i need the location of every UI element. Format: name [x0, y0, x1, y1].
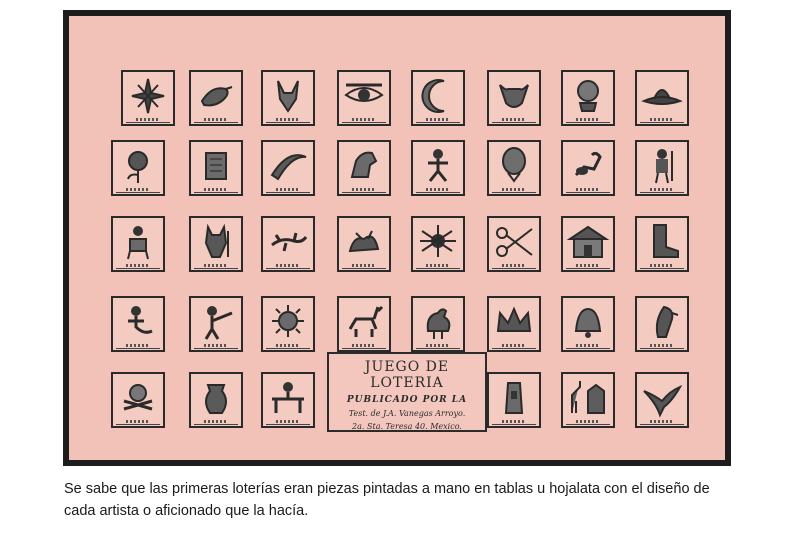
loteria-photo	[63, 10, 731, 466]
card-crown	[487, 296, 541, 352]
card-rooster	[411, 296, 465, 352]
card-chair-man	[111, 216, 165, 272]
image-caption: Se sabe que las primeras loterías eran piezas pintadas a mano en tablas u hojalata con el diseño de cada artista o aficionado que la hacía.	[64, 481, 710, 519]
card-hat	[635, 70, 689, 126]
card-jug	[189, 372, 243, 428]
card-fox	[261, 70, 315, 126]
card-scorpion	[561, 140, 615, 196]
card-dancer	[411, 140, 465, 196]
card-scissors	[487, 216, 541, 272]
card-skull	[561, 70, 615, 126]
card-bell	[561, 296, 615, 352]
banner-line-2: PUBLICADO POR LA	[346, 395, 468, 405]
card-musician	[189, 296, 243, 352]
card-lizard	[261, 216, 315, 272]
banner-line-3: Test. de J.A. Vanegas Arroyo.	[348, 409, 466, 418]
card-skull-bones	[111, 372, 165, 428]
card-eye	[337, 70, 391, 126]
card-rose	[111, 140, 165, 196]
card-bull	[487, 70, 541, 126]
card-parrot	[635, 296, 689, 352]
card-star	[121, 70, 175, 126]
card-fountain	[189, 140, 243, 196]
card-spider	[411, 216, 465, 272]
card-soldier	[635, 140, 689, 196]
loteria-sheet	[69, 16, 725, 460]
loteria-title-banner	[327, 352, 487, 432]
card-devil	[189, 216, 243, 272]
card-church	[561, 372, 615, 428]
card-tower	[487, 372, 541, 428]
card-sun	[261, 296, 315, 352]
card-table	[261, 372, 315, 428]
card-balloon	[487, 140, 541, 196]
card-boot	[635, 216, 689, 272]
card-eagle	[635, 372, 689, 428]
card-mermaid	[111, 296, 165, 352]
card-horse	[337, 140, 391, 196]
card-deer	[337, 296, 391, 352]
card-house	[561, 216, 615, 272]
banner-line-1: JUEGO DE LOTERIA	[364, 359, 450, 391]
card-banana	[261, 140, 315, 196]
card-bird	[189, 70, 243, 126]
card-rooster-fight	[337, 216, 391, 272]
banner-line-4: 2a. Sta. Teresa 40. Mexico.	[352, 422, 462, 431]
card-moon	[411, 70, 465, 126]
